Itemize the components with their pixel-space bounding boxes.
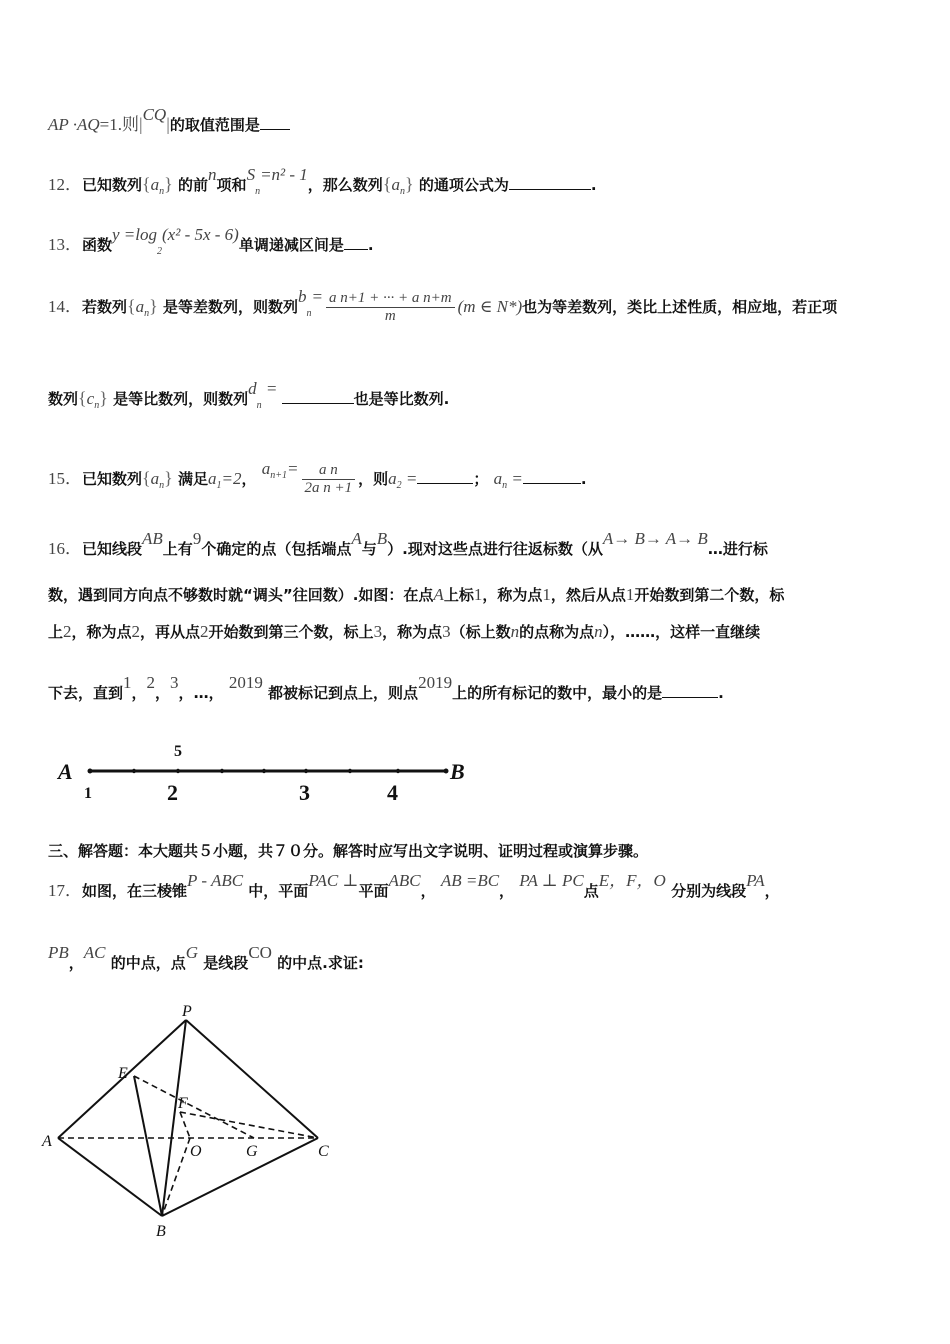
sub-n: n xyxy=(159,186,165,197)
math-a: a xyxy=(135,297,145,316)
math-pa-perp-pc: PA ⊥ PC xyxy=(519,871,584,890)
label-B: B xyxy=(450,759,465,784)
abs-right: | xyxy=(166,114,170,134)
segment-FC-dashed xyxy=(180,1112,318,1138)
math-a: a xyxy=(150,469,160,488)
q14-text-a: 若数列 xyxy=(82,298,128,316)
math-a: a xyxy=(150,175,160,194)
log-base: 2 xyxy=(157,246,163,257)
q14-text-f: 也是等比数列. xyxy=(353,390,450,408)
math-seq: A→ B→ A→ B xyxy=(602,529,708,548)
label-A: A xyxy=(42,1133,52,1150)
q16-line4: 下去，直到1，2，3，…， 2019 都被标记到点上，则点2019上的所有标记的数中，最小的是 . xyxy=(48,673,724,702)
q16-text-s: ），……，这样一直继续 xyxy=(602,623,761,641)
math-nine: 9 xyxy=(192,529,202,548)
q13-text-a: 函数 xyxy=(82,236,113,254)
math-three2: 3 xyxy=(442,622,451,641)
q14-text-d: 数列 xyxy=(48,390,79,408)
q12-text-c: 项和 xyxy=(216,176,247,194)
label-3: 3 xyxy=(299,780,310,805)
math-a2: a xyxy=(391,175,400,194)
label-B: B xyxy=(156,1223,166,1240)
q17-text-e: 分别为线段 xyxy=(671,882,747,900)
sub-n3: n xyxy=(399,186,405,197)
math-a1-eq: =2 xyxy=(221,469,242,488)
q14-text-b: 是等差数列，则数列 xyxy=(163,298,299,316)
math-log-arg: (x² - 5x - 6) xyxy=(162,225,239,244)
q13: 13．函数$y =\log_2(x^2 - 5x - 6)$单调递减区间是 . xyxy=(48,225,374,257)
math-2019: 2019 xyxy=(228,673,263,692)
q15-text-b: 满足 xyxy=(178,470,209,488)
abs-left: | xyxy=(138,114,143,134)
math-an1: a xyxy=(261,459,271,478)
label-5: 5 xyxy=(174,743,182,760)
q12-number: 12． xyxy=(48,175,82,194)
math-A: A xyxy=(351,529,362,548)
math-n2m1: =n² - 1 xyxy=(260,165,308,184)
point xyxy=(176,769,180,773)
math-ap-aq: AP ·AQ xyxy=(48,115,100,134)
q16-text-i: ，称为点 xyxy=(482,586,543,604)
sub-n1: n+1 xyxy=(270,470,288,481)
section-3-text: 三、解答题：本大题共５小题，共７０分。解答时应写出文字说明、证明过程或演算步骤。 xyxy=(48,842,649,860)
math-ac: AC xyxy=(83,943,106,962)
answer-blank-14[interactable] xyxy=(282,402,354,404)
q16-line2 xyxy=(48,584,910,605)
q12-text-e: 的通项公式为 xyxy=(418,176,509,194)
q17-text-a: 如图，在三棱锥 xyxy=(82,882,188,900)
label-E: E xyxy=(118,1065,128,1082)
q14-number: 14． xyxy=(48,297,82,316)
label-1: 1 xyxy=(84,785,92,802)
answer-blank-13[interactable] xyxy=(344,248,368,250)
q16-number: 16． xyxy=(48,539,82,558)
q11-text: 的取值范围是 xyxy=(169,116,260,134)
q17-text-b: 中，平面 xyxy=(248,882,309,900)
q11-tail xyxy=(48,105,910,135)
q14-line1: 14．若数列$\{a_n\}$ 是等差数列，则数列$b_n=$ $\frac{\text{a n+1 + ··· + a n+m}}{m}$ (m ∈ N*)也为等差数列，类比上述性质，相应地，若正项 xyxy=(48,287,838,324)
q16-text-h: 上标 xyxy=(443,586,474,604)
q16-text-e: ）.现对这些点进行往返标数（从 xyxy=(387,540,603,558)
answer-blank-12[interactable] xyxy=(509,188,591,190)
q13-number: 13． xyxy=(48,235,82,254)
math-2019b: 2019 xyxy=(418,673,453,692)
q16-text-n: ，再从点 xyxy=(140,623,201,641)
q17-line2: PB，AC 的中点，点G 是线段CO 的中点.求证: xyxy=(48,943,364,972)
q15-text-a: 已知数列 xyxy=(82,470,143,488)
math-m-in-n: (m ∈ N*) xyxy=(457,297,523,316)
sub-n2: n xyxy=(502,480,508,491)
q16-text-f: …进行标 xyxy=(707,540,768,558)
q17-text-h: 的中点.求证: xyxy=(277,954,364,972)
point xyxy=(304,769,308,773)
section-3-heading xyxy=(48,840,910,861)
math-one: 1 xyxy=(473,585,483,604)
q16-text-m: ，称为点 xyxy=(71,623,132,641)
label-F: F xyxy=(178,1095,188,1112)
label-A: A xyxy=(58,759,73,784)
sub-n: n xyxy=(144,308,150,319)
q12-text-a: 已知数列 xyxy=(82,176,143,194)
ellipsis: …， xyxy=(193,684,224,702)
q17-text-c: 平面 xyxy=(358,882,389,900)
point xyxy=(262,769,266,773)
q11-eq: =1.则 xyxy=(99,115,139,134)
math-a1: a xyxy=(208,469,217,488)
q16-text-a: 已知线段 xyxy=(82,540,143,558)
math-B: B xyxy=(376,529,388,548)
answer-blank-15b[interactable] xyxy=(523,482,581,484)
math-pb: PB xyxy=(48,943,69,962)
math-two4: 2 xyxy=(146,673,156,692)
q17-line1: 17．如图，在三棱锥P - ABC 中，平面PAC ⊥平面ABC， AB =BC， PA ⊥ PC点E，F，O 分别为线段PA， xyxy=(48,871,780,900)
q12: 12．已知数列$\{a_n\}$ 的前n项和$S_n=n^2 - 1$，那么数列$\{a_n\}$ 的通项公式为 . xyxy=(48,165,597,197)
math-ab-eq-bc: AB =BC xyxy=(440,871,500,890)
math-A2: A xyxy=(433,585,444,604)
label-P: P xyxy=(182,1003,192,1020)
q14-text-e: 是等比数列，则数列 xyxy=(113,390,249,408)
q16-line1 xyxy=(48,529,910,559)
q12-text-b: 的前 xyxy=(178,176,209,194)
math-one3: 1 xyxy=(625,585,635,604)
point xyxy=(396,769,400,773)
q16-text-v: 上的所有标记的数中，最小的是 xyxy=(452,684,663,702)
q17-number: 17． xyxy=(48,881,82,900)
pyramid-figure xyxy=(40,1000,360,1245)
q16-text-p: ，称为点 xyxy=(382,623,443,641)
math-three3: 3 xyxy=(170,673,179,692)
sub-n4: n xyxy=(256,400,262,411)
label-O: O xyxy=(190,1143,202,1160)
q17-text-d: 点 xyxy=(583,882,599,900)
answer-blank-16[interactable] xyxy=(662,696,718,698)
q16-text-b: 上有 xyxy=(162,540,193,558)
math-two3: 2 xyxy=(200,622,209,641)
math-d: d xyxy=(248,379,257,398)
number-line-figure xyxy=(50,738,490,810)
math-pac-perp: PAC ⊥ xyxy=(308,871,359,890)
edge-AB xyxy=(58,1138,162,1216)
math-g: G xyxy=(185,943,199,962)
math-a2: a xyxy=(388,469,397,488)
q16-text-o: 开始数到第三个数，标上 xyxy=(208,623,374,641)
math-three: 3 xyxy=(373,622,383,641)
math-n2: n xyxy=(594,622,603,641)
math-ylog: y =log xyxy=(112,225,158,244)
sub-n2: n xyxy=(255,186,261,197)
point xyxy=(132,769,136,773)
q13-text-b: 单调递减区间是 xyxy=(238,236,344,254)
q16-text-d: 与 xyxy=(361,540,377,558)
label-G: G xyxy=(246,1143,258,1160)
q16-text-q: （标上数 xyxy=(450,623,511,641)
q15-number: 15． xyxy=(48,469,82,488)
q16-text-l: 上 xyxy=(48,623,64,641)
point-B xyxy=(444,769,449,774)
math-cq: CQ xyxy=(142,105,167,124)
sub-n: n xyxy=(159,480,165,491)
sub-n2: n xyxy=(306,308,312,319)
math-efo: E，F，O xyxy=(598,871,666,890)
math-p-abc: P - ABC xyxy=(187,871,244,890)
label-2: 2 xyxy=(167,780,178,805)
math-n: n xyxy=(510,622,520,641)
math-sn: S xyxy=(246,165,256,184)
answer-blank-11[interactable] xyxy=(260,128,290,130)
point-A xyxy=(88,769,93,774)
sub-n3: n xyxy=(94,400,100,411)
label-C: C xyxy=(318,1143,329,1160)
q16-text-u: 都被标记到点上，则点 xyxy=(268,684,419,702)
fraction-14: $\frac{\text{a n+1 + ··· + a n+m}}{m}$ xyxy=(326,290,455,325)
math-ab: AB xyxy=(142,529,163,548)
segment-EG-dashed xyxy=(134,1076,254,1138)
math-n: n xyxy=(208,165,217,184)
math-two: 2 xyxy=(63,622,72,641)
edge-PC xyxy=(186,1020,318,1138)
q16-line3 xyxy=(48,621,910,642)
math-one2: 1 xyxy=(542,585,551,604)
math-an: a xyxy=(493,469,503,488)
q12-text-d: ，那么数列 xyxy=(307,176,383,194)
answer-blank-15a[interactable] xyxy=(417,482,473,484)
q17-text-g: 是线段 xyxy=(203,954,249,972)
label-4: 4 xyxy=(387,780,398,805)
sub-1: 1 xyxy=(216,480,222,491)
math-pa: PA xyxy=(746,871,765,890)
fraction-15: $\frac{\text{a n}}{\text{2a n +1}}$ xyxy=(302,462,356,497)
q16-text-g: 数，遇到同方向点不够数时就“调头”往回数）.如图：在点 xyxy=(48,586,434,604)
math-abc: ABC xyxy=(388,871,421,890)
edge-PB xyxy=(162,1020,186,1216)
q14-text-c: 也为等差数列，类比上述性质，相应地，若正项 xyxy=(522,298,838,316)
q15: 15．已知数列$\{a_n\}$ 满足$a_1=2$， $a^{n+1}=$ $\frac{\text{a n}}{\text{2a n +1}}$ ，则$a_2$ = ； $a_n$ = . xyxy=(48,459,587,496)
sub-2: 2 xyxy=(396,480,402,491)
q16-text-j: ，然后从点 xyxy=(550,586,626,604)
q16-text-k: 开始数到第二个数，标 xyxy=(634,586,785,604)
segment-FO-dashed xyxy=(180,1112,190,1138)
q16-text-c: 个确定的点（包括端点 xyxy=(201,540,352,558)
q14-line2: 数列$\{c_n\}$ 是等比数列，则数列$d_n$ = 也是等比数列. xyxy=(48,379,450,411)
math-bn: b xyxy=(298,287,307,306)
q16-text-t: 下去，直到 xyxy=(48,684,124,702)
math-co: CO xyxy=(248,943,272,962)
point xyxy=(348,769,352,773)
segment-EB xyxy=(134,1076,162,1216)
math-two2: 2 xyxy=(131,622,141,641)
q16-text-r: 的点称为点 xyxy=(519,623,595,641)
math-one4: 1 xyxy=(123,673,132,692)
point xyxy=(220,769,224,773)
q15-text-c: ，则 xyxy=(358,470,389,488)
q17-text-f: 的中点，点 xyxy=(110,954,186,972)
math-c: c xyxy=(86,389,95,408)
